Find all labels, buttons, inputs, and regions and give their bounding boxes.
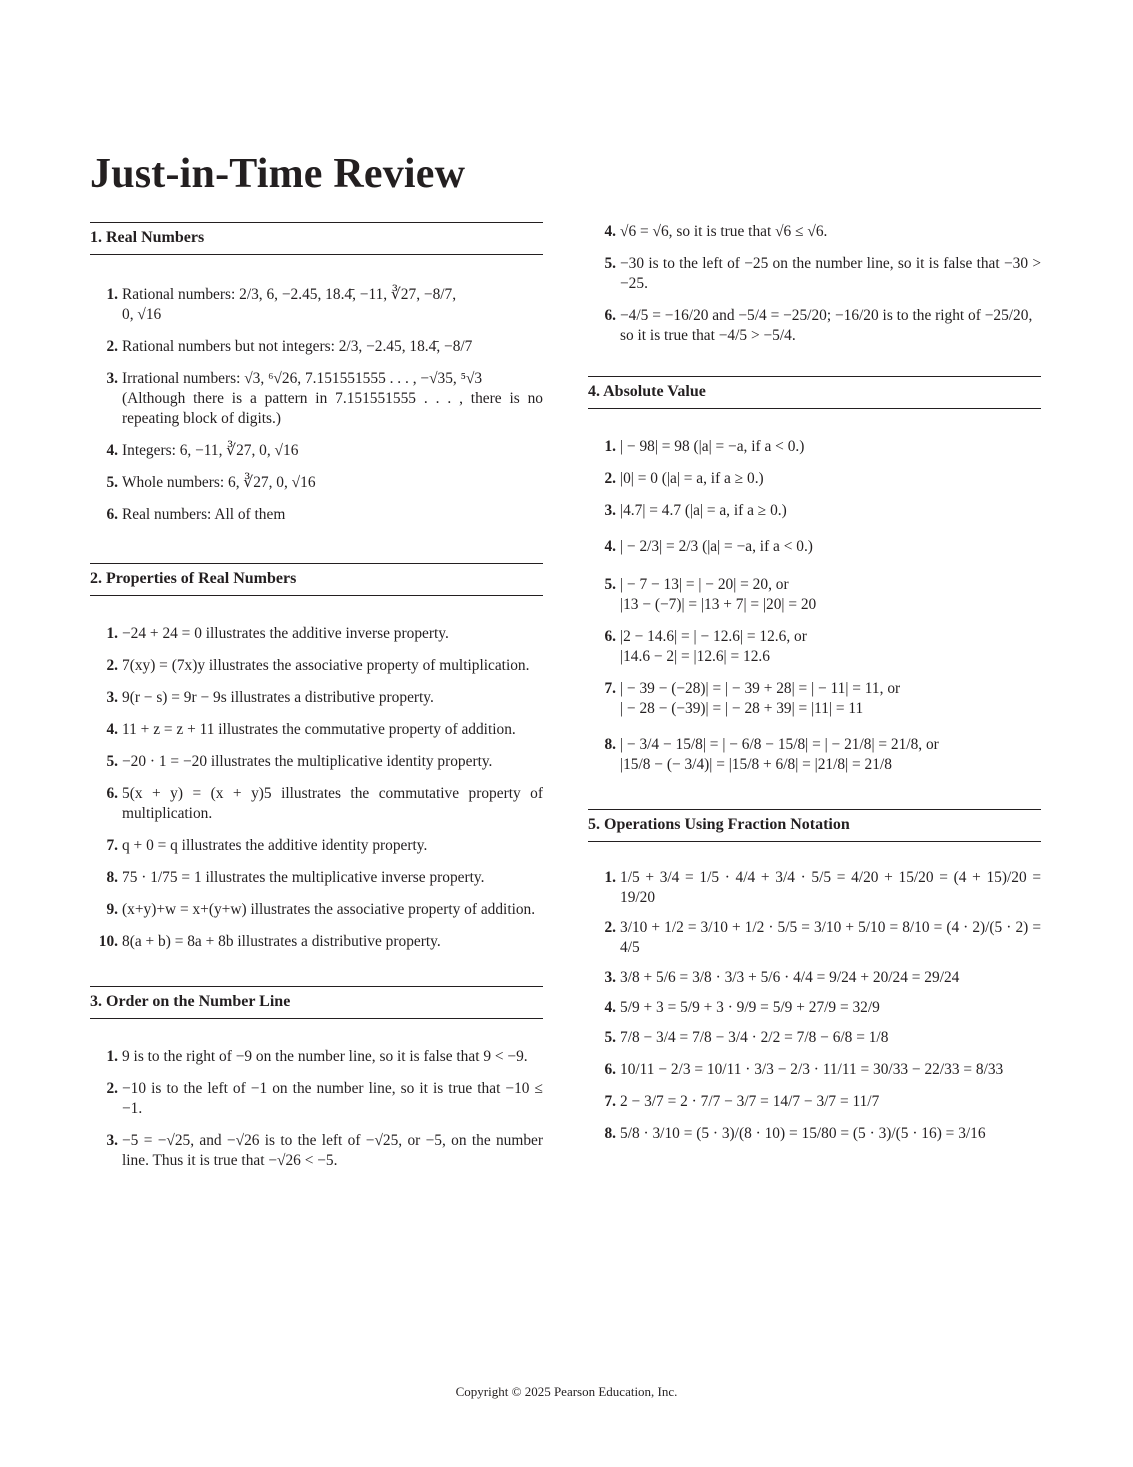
item-text (620, 1028, 1041, 1048)
item-number: 6. (604, 1061, 616, 1078)
section-1 (90, 222, 543, 525)
item-line: −24 + 24 = 0 illustrates the additive inverse property. (122, 625, 449, 642)
item-text (122, 285, 543, 325)
item-text (620, 735, 1041, 775)
item-line: 11 + z = z + 11 illustrates the commutative property of addition. (122, 721, 516, 738)
item-line: (Although there is a pattern in 7.151551555 . . . , there is no repeating block of digits.) (122, 390, 543, 427)
list-item (90, 932, 543, 952)
list-item (588, 254, 1041, 294)
item-line: 5(x + y) = (x + y)5 illustrates the commutative property of multiplication. (122, 785, 543, 822)
section-heading: 1. Real Numbers (90, 222, 543, 255)
list-item (90, 624, 543, 644)
item-text (122, 337, 543, 357)
item-line: 9(r − s) = 9r − 9s illustrates a distributive property. (122, 689, 434, 706)
section-3-continued (588, 222, 1041, 346)
item-number: 1. (604, 438, 616, 455)
item-line: −10 is to the left of −1 on the number line, so it is true that −10 ≤ −1. (122, 1080, 543, 1117)
item-text (122, 505, 543, 525)
item-text (620, 575, 1041, 615)
section-heading: 3. Order on the Number Line (90, 986, 543, 1019)
item-number: 5. (604, 1029, 616, 1046)
list-item (90, 473, 543, 493)
item-text (122, 784, 543, 824)
item-number: 8. (604, 1125, 616, 1142)
list-item (90, 784, 543, 824)
item-line: 7/8 − 3/4 = 7/8 − 3/4 · 2/2 = 7/8 − 6/8 = 1/8 (620, 1029, 889, 1046)
item-line: | − 28 − (−39)| = | − 28 + 39| = |11| = 11 (620, 700, 864, 717)
item-text (122, 932, 543, 952)
item-text (122, 369, 543, 429)
list-item (90, 752, 543, 772)
item-number: 3. (106, 370, 118, 387)
item-line: 8(a + b) = 8a + 8b illustrates a distributive property. (122, 933, 441, 950)
item-line: 7(xy) = (7x)y illustrates the associative property of multiplication. (122, 657, 530, 674)
list-item (90, 1079, 543, 1119)
item-text (620, 627, 1041, 667)
item-line: Integers: 6, −11, ∛27, 0, √16 (122, 442, 299, 459)
item-text (122, 868, 543, 888)
copyright-footer: Copyright © 2025 Pearson Education, Inc. (455, 1384, 678, 1399)
item-number: 6. (106, 785, 118, 802)
list-item (588, 918, 1041, 958)
right-column (588, 222, 1041, 1144)
section-heading: 5. Operations Using Fraction Notation (588, 809, 1041, 842)
list-item (90, 505, 543, 525)
item-line: 3/10 + 1/2 = 3/10 + 1/2 · 5/5 = 3/10 + 5/10 = 8/10 = (4 · 2)/(5 · 2) = 4/5 (620, 919, 1041, 956)
section-list (90, 285, 543, 525)
item-line: |14.6 − 2| = |12.6| = 12.6 (620, 648, 770, 665)
item-text (620, 679, 1041, 719)
list-item (90, 337, 543, 357)
item-number: 6. (604, 307, 616, 324)
list-item (90, 285, 543, 325)
item-line: | − 3/4 − 15/8| = | − 6/8 − 15/8| = | − 21/8| = 21/8, or (620, 736, 939, 753)
item-number: 3. (106, 1132, 118, 1149)
list-item (588, 998, 1041, 1018)
item-line: √6 = √6, so it is true that √6 ≤ √6. (620, 223, 828, 240)
item-number: 1. (106, 286, 118, 303)
item-number: 4. (604, 223, 616, 240)
list-item (588, 437, 1041, 457)
item-line: −5 = −√25, and −√26 is to the left of −√25, or −5, on the number line. Thus it is true that −√26 < −5. (122, 1132, 543, 1169)
item-number: 7. (604, 1093, 616, 1110)
section-2 (90, 563, 543, 952)
item-line: |4.7| = 4.7 (|a| = a, if a ≥ 0.) (620, 502, 787, 519)
list-item (588, 1092, 1041, 1112)
item-text (620, 998, 1041, 1018)
item-line: |13 − (−7)| = |13 + 7| = |20| = 20 (620, 596, 817, 613)
section-list (90, 1047, 543, 1171)
item-number: 1. (106, 1048, 118, 1065)
item-text (620, 1060, 1041, 1080)
list-item (90, 720, 543, 740)
item-line: Whole numbers: 6, ∛27, 0, √16 (122, 474, 316, 491)
item-text (620, 469, 1041, 489)
item-number: 5. (604, 576, 616, 593)
item-text (122, 720, 543, 740)
item-line: Rational numbers but not integers: 2/3, −2.45, 18.4̄, −8/7 (122, 338, 473, 355)
list-item (90, 836, 543, 856)
item-line: −20 · 1 = −20 illustrates the multiplicative identity property. (122, 753, 493, 770)
item-text (620, 537, 1041, 557)
item-number: 4. (106, 442, 118, 459)
item-number: 3. (604, 502, 616, 519)
item-number: 6. (604, 628, 616, 645)
item-text (122, 656, 543, 676)
list-item (588, 537, 1041, 557)
item-line: 5/8 · 3/10 = (5 · 3)/(8 · 10) = 15/80 = (5 · 3)/(5 · 16) = 3/16 (620, 1125, 986, 1142)
item-text (620, 1124, 1041, 1144)
item-text (122, 900, 543, 920)
list-item (90, 688, 543, 708)
item-line: | − 39 − (−28)| = | − 39 + 28| = | − 11| = 11, or (620, 680, 901, 697)
section-list (90, 624, 543, 952)
list-item (90, 656, 543, 676)
item-number: 2. (106, 1080, 118, 1097)
item-number: 9. (106, 901, 118, 918)
item-line: 1/5 + 3/4 = 1/5 · 4/4 + 3/4 · 5/5 = 4/20 + 15/20 = (4 + 15)/20 = 19/20 (620, 869, 1041, 906)
item-line: −4/5 = −16/20 and −5/4 = −25/20; −16/20 is to the right of −25/20, (620, 307, 1033, 324)
list-item (588, 575, 1041, 615)
item-number: 5. (106, 474, 118, 491)
item-number: 3. (106, 689, 118, 706)
item-text (620, 222, 1041, 242)
list-item (90, 441, 543, 461)
section-list (588, 437, 1041, 775)
item-text (122, 624, 543, 644)
list-item (90, 369, 543, 429)
section-5 (588, 809, 1041, 1144)
item-text (122, 1047, 543, 1067)
section-heading: 2. Properties of Real Numbers (90, 563, 543, 596)
item-line: 5/9 + 3 = 5/9 + 3 · 9/9 = 5/9 + 27/9 = 32/9 (620, 999, 880, 1016)
item-line: | − 98| = 98 (|a| = −a, if a < 0.) (620, 438, 805, 455)
item-line: | − 2/3| = 2/3 (|a| = −a, if a < 0.) (620, 538, 813, 555)
page-title: Just-in-Time Review (90, 151, 466, 197)
item-line: 75 · 1/75 = 1 illustrates the multiplicative inverse property. (122, 869, 485, 886)
list-item (588, 868, 1041, 908)
item-line: 10/11 − 2/3 = 10/11 · 3/3 − 2/3 · 11/11 = 30/33 − 22/33 = 8/33 (620, 1061, 1004, 1078)
section-4 (588, 376, 1041, 775)
list-item (90, 1131, 543, 1171)
item-text (122, 473, 543, 493)
item-text (620, 868, 1041, 908)
item-number: 3. (604, 969, 616, 986)
item-text (620, 1092, 1041, 1112)
section-heading: 4. Absolute Value (588, 376, 1041, 409)
item-text (620, 918, 1041, 958)
item-line: so it is true that −4/5 > −5/4. (620, 327, 796, 344)
item-line: |0| = 0 (|a| = a, if a ≥ 0.) (620, 470, 764, 487)
list-item (588, 679, 1041, 719)
item-number: 7. (604, 680, 616, 697)
list-item (90, 900, 543, 920)
item-number: 2. (604, 919, 616, 936)
item-line: 2 − 3/7 = 2 · 7/7 − 3/7 = 14/7 − 3/7 = 11/7 (620, 1093, 880, 1110)
list-item (588, 627, 1041, 667)
list-item (588, 222, 1041, 242)
item-text (122, 752, 543, 772)
item-text (620, 306, 1041, 346)
item-text (122, 1079, 543, 1119)
item-number: 5. (106, 753, 118, 770)
list-item (588, 735, 1041, 775)
item-text (122, 836, 543, 856)
item-line: |2 − 14.6| = | − 12.6| = 12.6, or (620, 628, 807, 645)
left-column (90, 222, 543, 1171)
list-item (588, 1060, 1041, 1080)
list-item (588, 1124, 1041, 1144)
item-text (122, 688, 543, 708)
item-line: |15/8 − (− 3/4)| = |15/8 + 6/8| = |21/8| = 21/8 (620, 756, 892, 773)
item-number: 1. (604, 869, 616, 886)
item-text (620, 254, 1041, 294)
section-list (588, 868, 1041, 1144)
item-text (620, 501, 1041, 521)
item-number: 4. (106, 721, 118, 738)
item-text (620, 437, 1041, 457)
item-line: 0, √16 (122, 306, 162, 323)
list-item (588, 968, 1041, 988)
list-item (588, 306, 1041, 346)
item-number: 7. (106, 837, 118, 854)
item-line: (x+y)+w = x+(y+w) illustrates the associative property of addition. (122, 901, 536, 918)
item-line: 9 is to the right of −9 on the number line, so it is false that 9 < −9. (122, 1048, 528, 1065)
item-number: 5. (604, 255, 616, 272)
item-number: 2. (106, 657, 118, 674)
section-3 (90, 986, 543, 1171)
item-number: 8. (106, 869, 118, 886)
list-item (90, 868, 543, 888)
item-number: 2. (604, 470, 616, 487)
item-number: 4. (604, 538, 616, 555)
item-number: 8. (604, 736, 616, 753)
item-line: Real numbers: All of them (122, 506, 286, 523)
item-line: 3/8 + 5/6 = 3/8 · 3/3 + 5/6 · 4/4 = 9/24 + 20/24 = 29/24 (620, 969, 960, 986)
item-text (122, 1131, 543, 1171)
list-item (588, 501, 1041, 521)
item-line: Irrational numbers: √3, ⁶√26, 7.151551555 . . . , −√35, ⁵√3 (122, 370, 483, 387)
list-item (588, 1028, 1041, 1048)
item-number: 4. (604, 999, 616, 1016)
list-item (588, 469, 1041, 489)
item-line: | − 7 − 13| = | − 20| = 20, or (620, 576, 789, 593)
item-number: 1. (106, 625, 118, 642)
item-number: 2. (106, 338, 118, 355)
item-number: 6. (106, 506, 118, 523)
item-text (620, 968, 1041, 988)
section-list (588, 222, 1041, 346)
item-line: q + 0 = q illustrates the additive identity property. (122, 837, 428, 854)
item-line: −30 is to the left of −25 on the number line, so it is false that −30 > −25. (620, 255, 1041, 292)
item-line: Rational numbers: 2/3, 6, −2.45, 18.4̄, −11, ∛27, −8/7, (122, 286, 457, 303)
item-text (122, 441, 543, 461)
item-number: 10. (98, 933, 118, 950)
list-item (90, 1047, 543, 1067)
